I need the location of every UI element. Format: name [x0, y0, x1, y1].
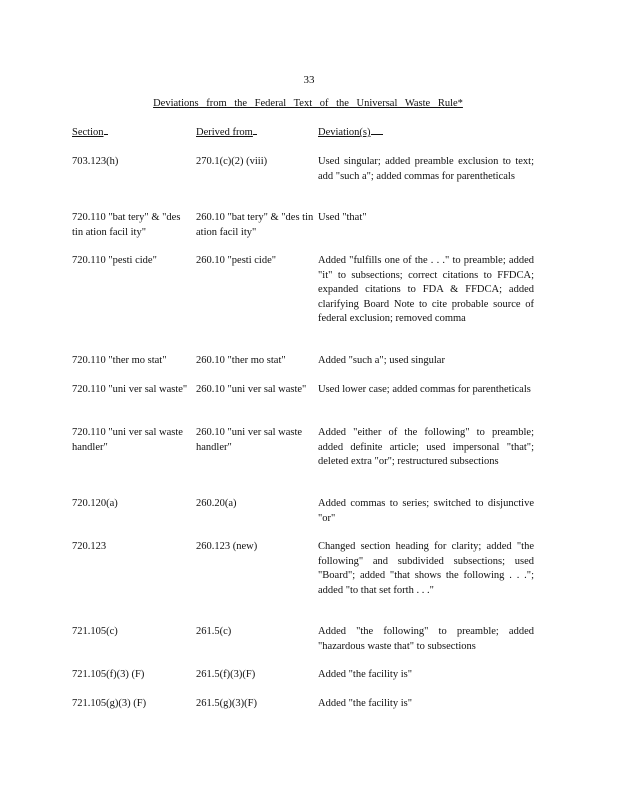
section-cell: 721.105(f)(3) (F)	[72, 669, 145, 680]
deviation-cell: Added "fulfills one of the . . ." to preamble; added "it" to subsections; correct citations to FFDCA; expanded citations to FDA & FFDCA; added clarifying Board Note to cite probable source of federal exclusion; removed comma	[318, 255, 534, 324]
deviation-cell: Added commas to series; switched to disjunctive "or"	[318, 498, 534, 524]
derived-from-cell: 261.5(f)(3)(F)	[196, 669, 256, 680]
section-cell: 720.110 "bat tery" & "des tin ation facil ity"	[72, 212, 181, 238]
section-cell: 720.110 "uni ver sal waste"	[72, 384, 188, 395]
derived-from-cell: 261.5(c)	[196, 626, 232, 637]
page-number: 33	[303, 74, 315, 86]
section-cell: 721.105(c)	[72, 626, 118, 637]
deviation-cell: Added "such a"; used singular	[318, 355, 445, 366]
deviation-cell: Used lower case; added commas for parentheticals	[318, 384, 531, 395]
section-cell: 721.105(g)(3) (F)	[72, 698, 147, 709]
section-cell: 720.120(a)	[72, 498, 118, 509]
deviation-cell: Added "either of the following" to preamble; added definite article; used impersonal "that"; deleted extra "or"; restructured subsections	[318, 427, 534, 467]
derived-from-cell: 260.10 "uni ver sal waste handler"	[196, 427, 303, 453]
section-cell: 720.110 "uni ver sal waste handler"	[72, 427, 183, 453]
page-title: Deviations from the Federal Text of the Universal Waste Rule*	[153, 98, 463, 109]
deviation-cell: Used singular; added preamble exclusion to text; add "such a"; added commas for parentheticals	[318, 156, 534, 182]
column-header-deviations: Deviation(s)	[318, 127, 383, 138]
derived-from-cell: 260.123 (new)	[196, 541, 258, 552]
section-cell: 720.110 "ther mo stat"	[72, 355, 167, 366]
derived-from-cell: 261.5(g)(3)(F)	[196, 698, 257, 709]
derived-from-cell: 270.1(c)(2) (viii)	[196, 156, 268, 167]
derived-from-cell: 260.20(a)	[196, 498, 237, 509]
section-cell: 720.110 "pesti cide"	[72, 255, 157, 266]
derived-from-cell: 260.10 "uni ver sal waste"	[196, 384, 307, 395]
deviation-cell: Added "the facility is"	[318, 698, 413, 709]
derived-from-cell: 260.10 "pesti cide"	[196, 255, 277, 266]
derived-from-cell: 260.10 "bat tery" & "des tin ation facil ity"	[196, 212, 314, 238]
section-cell: 720.123	[72, 541, 107, 552]
section-cell: 703.123(h)	[72, 156, 119, 167]
column-header-derived-from: Derived from	[196, 127, 257, 138]
deviation-cell: Used "that"	[318, 212, 367, 223]
deviation-cell: Added "the facility is"	[318, 669, 413, 680]
deviation-cell: Added "the following" to preamble; added "hazardous waste that" to subsections	[318, 626, 534, 652]
derived-from-cell: 260.10 "ther mo stat"	[196, 355, 286, 366]
deviation-cell: Changed section heading for clarity; added "the following" and subdivided subsections; used "Board"; added "that shows the following . . ."; added "to that set forth . . ."	[318, 541, 534, 596]
column-header-section: Section	[72, 127, 108, 138]
